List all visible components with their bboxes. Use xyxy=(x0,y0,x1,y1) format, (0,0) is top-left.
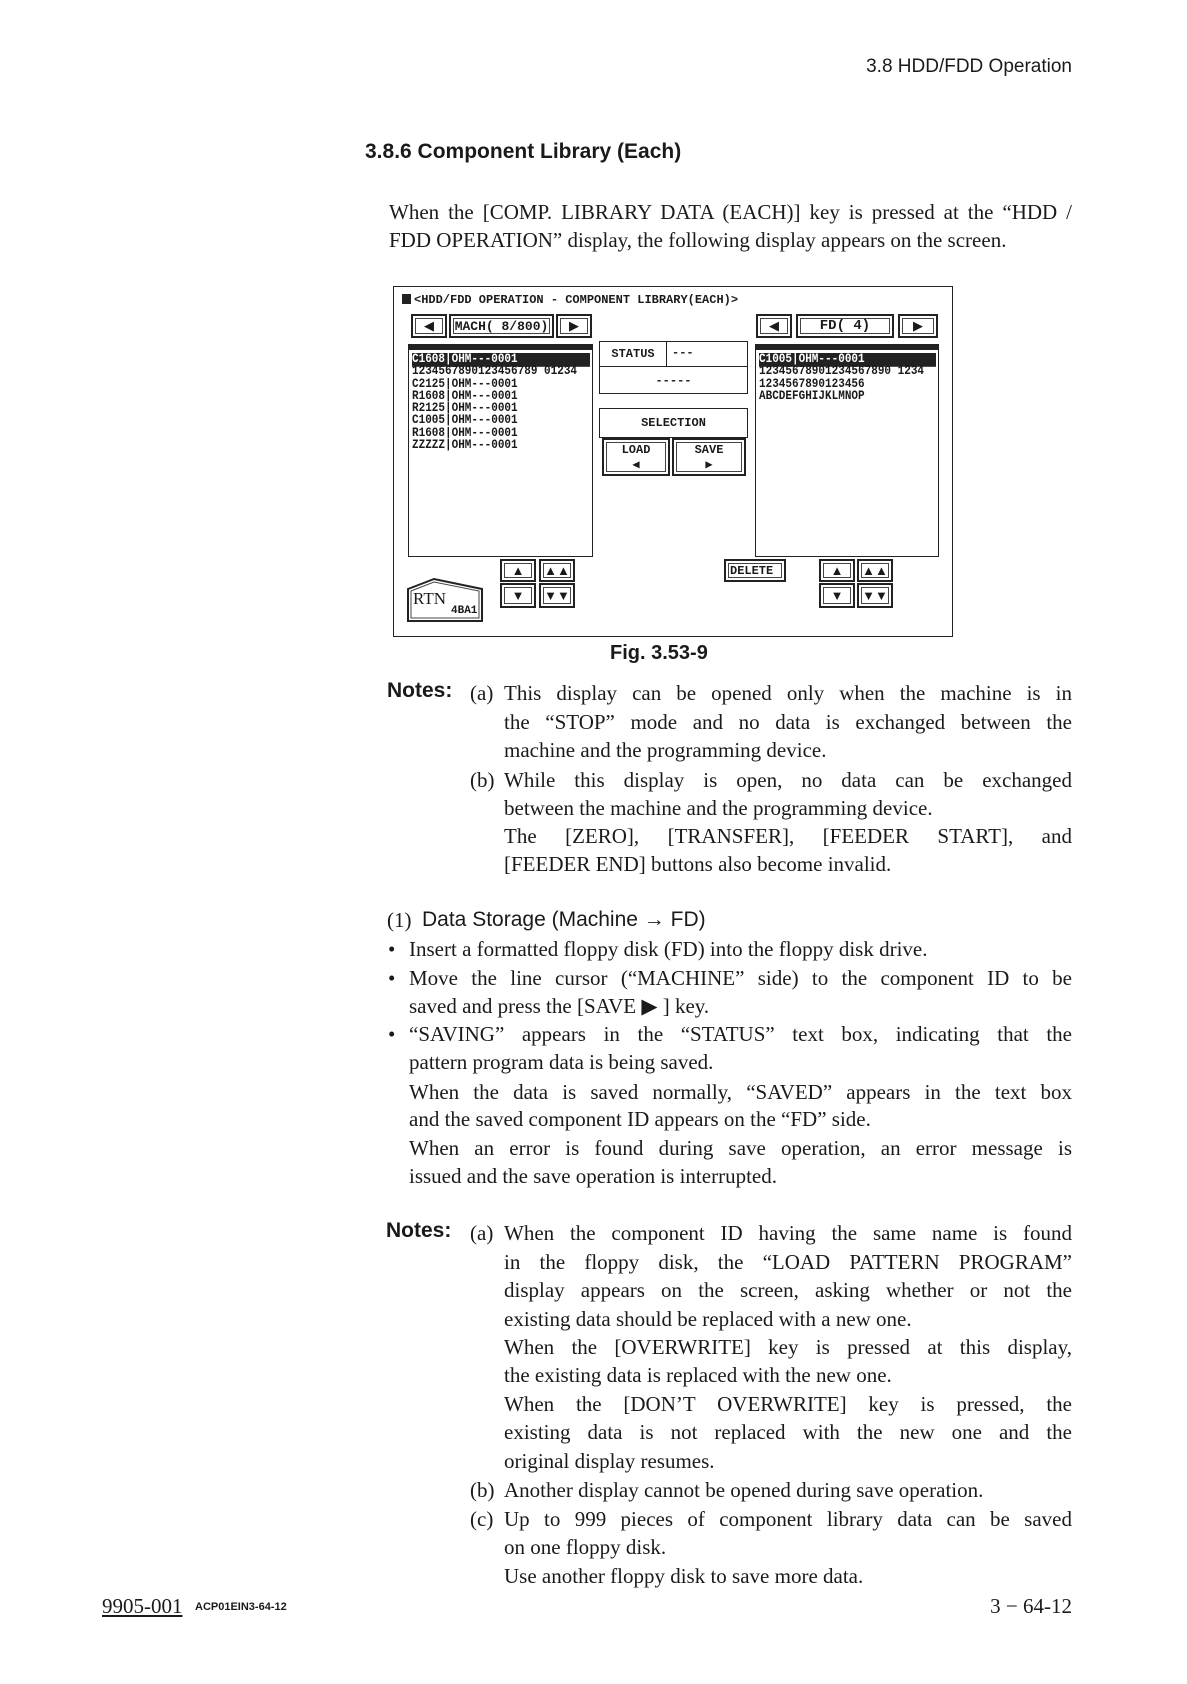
note-line: original display resumes. xyxy=(504,1449,715,1473)
intro-paragraph: When the [COMP. LIBRARY DATA (EACH)] key is pressed at the “HDD / FDD OPERATION” display, the following display appears on the screen. xyxy=(389,200,1072,253)
note-marker: (c) xyxy=(470,1507,494,1531)
notes-label: Notes: xyxy=(386,1219,452,1242)
note-line: existing data should be replaced with a new one. xyxy=(504,1307,912,1331)
machine-prev-button[interactable]: ◀ xyxy=(411,314,447,338)
running-header: 3.8 HDD/FDD Operation xyxy=(866,56,1072,77)
notes-label: Notes: xyxy=(387,679,453,702)
note-line: When the component ID having the same name is found xyxy=(504,1221,1072,1245)
note-line: the existing data is replaced with the new one. xyxy=(504,1363,892,1387)
screen-title-text: <HDD/FDD OPERATION - COMPONENT LIBRARY(EACH)> xyxy=(414,293,739,307)
list-item[interactable]: ZZZZZ|OHM---0001 xyxy=(412,439,518,453)
list-item[interactable]: 12345678901234567890 1234 xyxy=(759,365,925,380)
machine-list[interactable] xyxy=(408,344,593,557)
fd-page-down-button[interactable]: ▼▼ xyxy=(857,583,893,608)
note-line: between the machine and the programming device. xyxy=(504,796,933,820)
list-item[interactable]: C2125|OHM---0001 xyxy=(412,377,518,392)
list-item[interactable]: 1234567890123456789 01234 xyxy=(412,365,578,380)
bullet-text: Move the line cursor (“MACHINE” side) to the component ID to be xyxy=(409,966,1072,990)
doc-code: ACP01EIN3-64-12 xyxy=(195,1601,287,1613)
note-line: existing data is not replaced with the new one and the xyxy=(504,1420,1072,1444)
screen-figure xyxy=(393,286,953,637)
note-line: When the [DON’T OVERWRITE] key is pressed, the xyxy=(504,1392,1072,1416)
fd-next-button[interactable]: ▶ xyxy=(898,314,938,338)
status-box xyxy=(599,341,748,394)
load-label: LOAD xyxy=(621,442,651,457)
note-line: [FEEDER END] buttons also become invalid. xyxy=(504,852,892,876)
list-item[interactable]: C1005|OHM---0001 xyxy=(412,414,518,429)
bullet-text: pattern program data is being saved. xyxy=(409,1050,714,1074)
bullet-text: When the data is saved normally, “SAVED” appears in the text box xyxy=(409,1080,1072,1104)
note-line: The [ZERO], [TRANSFER], [FEEDER START], and xyxy=(504,824,1072,848)
fd-down-button[interactable]: ▼ xyxy=(819,583,855,608)
rtn-label: RTN xyxy=(413,589,446,608)
note-line: While this display is open, no data can be exchanged xyxy=(504,768,1072,792)
note-marker: (a) xyxy=(470,1221,494,1245)
bullet-text: Insert a formatted floppy disk (FD) into the floppy disk drive. xyxy=(409,937,928,961)
machine-up-button[interactable]: ▲ xyxy=(500,559,536,582)
list-item[interactable]: C1608|OHM---0001 xyxy=(412,353,590,367)
note-marker: (b) xyxy=(470,1478,495,1502)
rtn-button[interactable] xyxy=(406,575,484,623)
note-line: Up to 999 pieces of component library data can be saved xyxy=(504,1507,1072,1531)
doc-number: 9905-001 xyxy=(102,1594,183,1618)
list-item[interactable]: R1608|OHM---0001 xyxy=(412,389,518,404)
load-button[interactable] xyxy=(602,438,670,476)
section-title: 3.8.6 Component Library (Each) xyxy=(365,140,682,163)
bullet-text: When an error is found during save operation, an error message is xyxy=(409,1136,1072,1160)
status-value: --- xyxy=(672,346,694,360)
bullet-text: and the saved component ID appears on the “FD” side. xyxy=(409,1107,871,1131)
bullet-icon: • xyxy=(388,937,396,961)
bullet-icon: • xyxy=(388,966,396,990)
note-line: the “STOP” mode and no data is exchanged between the xyxy=(504,710,1072,734)
note-line: Use another floppy disk to save more data. xyxy=(504,1564,864,1588)
list-item[interactable]: R2125|OHM---0001 xyxy=(412,402,518,416)
list-item[interactable]: 1234567890123456 xyxy=(759,377,865,392)
figure-caption: Fig. 3.53-9 xyxy=(610,642,708,664)
machine-next-button[interactable]: ▶ xyxy=(556,314,592,338)
machine-page-down-button[interactable]: ▼▼ xyxy=(539,583,575,608)
machine-page-up-button[interactable]: ▲▲ xyxy=(539,559,575,582)
note-marker: (a) xyxy=(470,681,494,705)
machine-down-button[interactable]: ▼ xyxy=(500,583,536,608)
fd-page-up-button[interactable]: ▲▲ xyxy=(857,559,893,582)
list-item[interactable]: C1005|OHM---0001 xyxy=(759,353,936,367)
step-number: (1) xyxy=(387,908,412,932)
fd-up-button[interactable]: ▲ xyxy=(819,559,855,582)
right-arrow-icon: ▶ xyxy=(705,457,713,472)
save-label: SAVE xyxy=(694,442,724,457)
rtn-code: 4BA1 xyxy=(451,605,478,617)
selection-label: SELECTION xyxy=(599,408,748,438)
fd-counter: FD( 4) xyxy=(796,314,894,338)
bullet-icon: • xyxy=(388,1022,396,1046)
list-item[interactable]: R1608|OHM---0001 xyxy=(412,426,518,441)
note-line: display appears on the screen, asking whether or not the xyxy=(504,1278,1072,1302)
delete-button[interactable]: DELETE xyxy=(724,559,786,582)
note-marker: (b) xyxy=(470,768,495,792)
bullet-text: issued and the save operation is interrupted. xyxy=(409,1164,777,1188)
bullet-text: saved and press the [SAVE ▶ ] key. xyxy=(409,994,710,1018)
note-line: in the floppy disk, the “LOAD PATTERN PROGRAM” xyxy=(504,1250,1072,1274)
note-line: This display can be opened only when the machine is in xyxy=(504,681,1072,705)
screen-title xyxy=(402,293,738,307)
left-arrow-icon: ◀ xyxy=(632,457,640,472)
status-message: ----- xyxy=(600,366,747,394)
bullet-text: “SAVING” appears in the “STATUS” text box, indicating that the xyxy=(409,1022,1072,1046)
page-number: 3 − 64-12 xyxy=(990,1594,1072,1618)
machine-counter: MACH( 8/800) xyxy=(449,314,554,338)
note-line: Another display cannot be opened during save operation. xyxy=(504,1478,984,1502)
fd-list[interactable] xyxy=(755,344,939,557)
fd-prev-button[interactable]: ◀ xyxy=(756,314,792,338)
screen-icon xyxy=(402,294,411,304)
step-heading: Data Storage (Machine → FD) xyxy=(422,908,706,931)
save-button[interactable] xyxy=(672,438,746,476)
note-line: machine and the programming device. xyxy=(504,738,827,762)
list-item[interactable]: ABCDEFGHIJKLMNOP xyxy=(759,389,865,404)
note-line: on one floppy disk. xyxy=(504,1535,667,1559)
note-line: When the [OVERWRITE] key is pressed at this display, xyxy=(504,1335,1072,1359)
status-label: STATUS xyxy=(600,342,667,367)
